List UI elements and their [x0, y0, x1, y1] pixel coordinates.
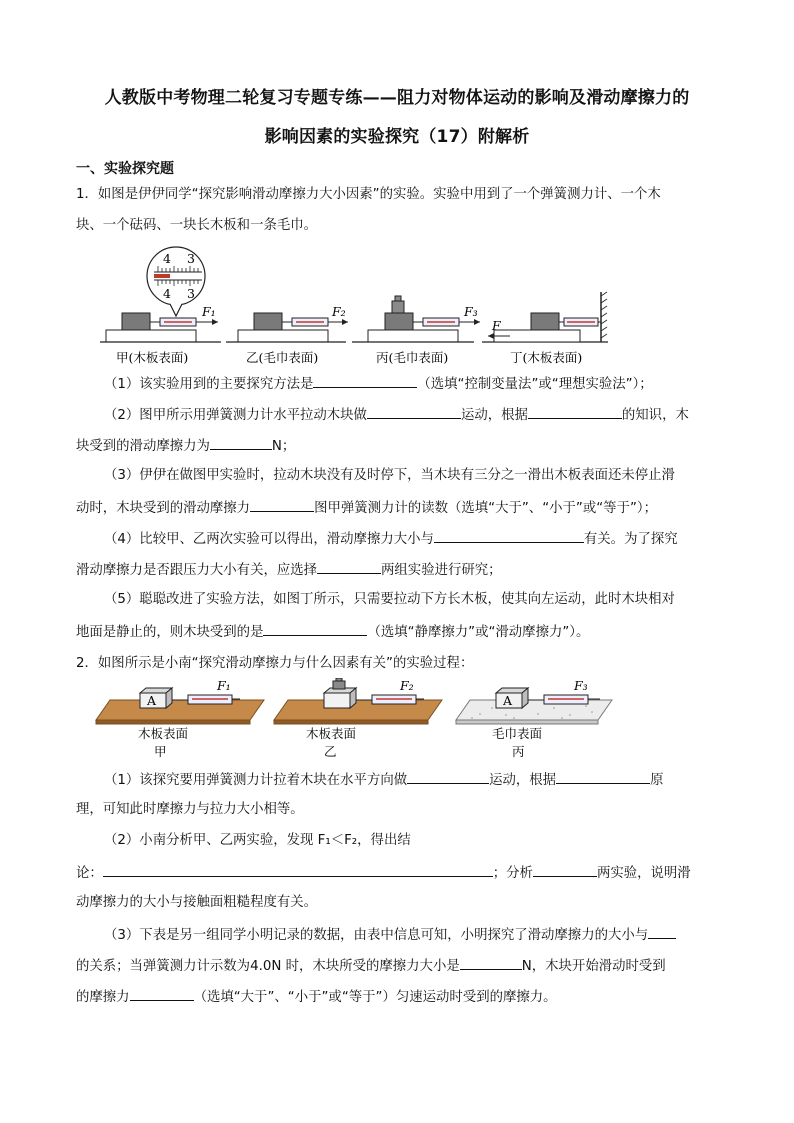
block-jia: [122, 313, 150, 330]
scale-label-3-top: 3: [187, 251, 195, 266]
q2-p2-blank-2[interactable]: [533, 863, 597, 877]
q1-part5-cont: 地面是静止的，则木块受到的是 （选填“静摩擦力”或“滑动摩擦力”）。: [76, 622, 589, 642]
q2-name-bing: 丙: [512, 744, 525, 759]
q1-part2: （2）图甲所示用弹簧测力计水平拉动木块做 运动，根据 的知识，木: [104, 405, 689, 425]
q2-part1: （1）该探究要用弹簧测力计拉着木块在水平方向做 运动，根据 原: [104, 770, 663, 790]
q2-part2: （2）小南分析甲、乙两实验，发现 F₁＜F₂，得出结: [104, 833, 411, 848]
board-jia: [96, 678, 264, 724]
force-label-f1: F₁: [202, 304, 216, 319]
q1-part4-cont: 滑动摩擦力是否跟压力大小有关，应选择 两组实验进行研究；: [76, 560, 502, 580]
spring-scale-bing: [413, 318, 480, 326]
q2-p1-blank-1[interactable]: [407, 770, 489, 784]
q2-part3-cont: 的关系；当弹簧测力计示数为4.0N 时，木块所受的摩擦力大小是 N，木块开始滑动时受到: [76, 956, 666, 976]
q1-p4-blank-1[interactable]: [434, 529, 584, 543]
q1-stem-line1: 1．如图是伊伊同学“探究影响滑动摩擦力大小因素”的实验。实验中用到了一个弹簧测力计、一个木: [76, 187, 661, 202]
spring-scale-yi: [282, 318, 348, 326]
force-label-f: F: [492, 318, 501, 333]
q2-surface-bing: 毛巾表面: [492, 726, 543, 741]
force-label-f2: F₂: [332, 304, 346, 319]
q1-p2-blank-1[interactable]: [367, 405, 461, 419]
q2-surface-yi: 木板表面: [306, 726, 357, 741]
q2-part3: （3）下表是另一组同学小明记录的数据，由表中信息可知，小明探究了滑动摩擦力的大小与: [104, 925, 676, 945]
q1-part2-cont: 块受到的滑动摩擦力为 N；: [76, 436, 295, 456]
force-label-f2-q2: F₂: [400, 678, 414, 693]
spring-scale-magnifier: [147, 247, 205, 316]
base-slabs: [106, 330, 458, 342]
q2-name-yi: 乙: [324, 744, 337, 759]
wall: [601, 292, 607, 342]
spring-scale-ding: [559, 318, 601, 326]
block-a-label-bing: A: [503, 693, 513, 708]
caption-bing: 丙(毛巾表面): [376, 350, 449, 365]
caption-jia: 甲(木板表面): [116, 350, 189, 365]
weight: [392, 296, 404, 313]
block-yi: [254, 313, 282, 330]
board-bing: [456, 678, 612, 724]
title-line-2: 影响因素的实验探究（17）附解析: [264, 127, 530, 147]
spring-scale-jia: [150, 318, 218, 326]
title-line-1: 人教版中考物理二轮复习专题专练——阻力对物体运动的影响及滑动摩擦力的: [104, 88, 690, 108]
q1-p4-blank-2[interactable]: [317, 560, 381, 574]
q1-part3-cont: 动时，木块受到的滑动摩擦力 图甲弹簧测力计的读数（选填“大于”、“小于”或“等于”）；: [76, 498, 657, 518]
q2-p3-blank-3[interactable]: [130, 987, 194, 1001]
q1-part3: （3）伊伊在做图甲实验时，拉动木块没有及时停下，当木块有三分之一滑出木板表面还未停止滑: [104, 468, 675, 483]
block-a-label-jia: A: [147, 693, 157, 708]
q1-p5-blank[interactable]: [263, 622, 367, 636]
q1-p2-blank-2[interactable]: [528, 405, 622, 419]
caption-yi: 乙(毛巾表面): [246, 350, 319, 365]
force-label-f3: F₃: [464, 304, 478, 319]
q2-name-jia: 甲: [154, 744, 167, 759]
q1-stem-line2: 块、一个砝码、一块长木板和一条毛巾。: [76, 218, 318, 233]
block-bing: [385, 313, 413, 330]
force-label-f3-q2: F₃: [574, 678, 588, 693]
q2-part2-cont: 论： ；分析 两实验，说明滑: [76, 863, 691, 883]
caption-ding: 丁(木板表面): [510, 350, 583, 365]
q2-surface-jia: 木板表面: [138, 726, 189, 741]
q2-stem: 2．如图所示是小南“探究滑动摩擦力与什么因素有关”的实验过程：: [76, 656, 474, 671]
board-yi: [274, 678, 442, 724]
q2-part2-end: 动摩擦力的大小与接触面粗糙程度有关。: [76, 895, 318, 910]
q2-part3-end: 的摩擦力 （选填“大于”、“小于”或“等于”）匀速运动时受到的摩擦力。: [76, 987, 557, 1007]
scale-label-4-top: 4: [163, 251, 171, 266]
q1-part4: （4）比较甲、乙两次实验可以得出，滑动摩擦力大小与 有关。为了探究: [104, 529, 678, 549]
block-ding: [531, 313, 559, 330]
q2-p1-blank-2[interactable]: [556, 770, 650, 784]
q2-p3-blank-1[interactable]: [648, 925, 676, 939]
q1-part1: （1）该实验用到的主要探究方法是 （选填“控制变量法”或“理想实验法”）；: [104, 374, 653, 394]
q1-p1-blank[interactable]: [313, 374, 417, 388]
force-label-f1-q2: F₁: [217, 678, 231, 693]
q2-figure: [92, 678, 622, 762]
q1-figure: [96, 246, 616, 370]
q2-p3-blank-2[interactable]: [460, 956, 522, 970]
q1-part5: （5）聪聪改进了实验方法，如图丁所示，只需要拉动下方长木板，使其向左运动，此时木块相对: [104, 592, 675, 607]
q2-part1-cont: 理，可知此时摩擦力与拉力大小相等。: [76, 802, 304, 817]
q1-p2-blank-3[interactable]: [210, 436, 272, 450]
q2-p2-blank-1[interactable]: [103, 863, 493, 877]
scale-label-3-bottom: 3: [187, 286, 195, 301]
section-heading: 一、实验探究题: [76, 161, 174, 177]
q1-p3-blank[interactable]: [250, 498, 314, 512]
scale-label-4-bottom: 4: [163, 286, 171, 301]
